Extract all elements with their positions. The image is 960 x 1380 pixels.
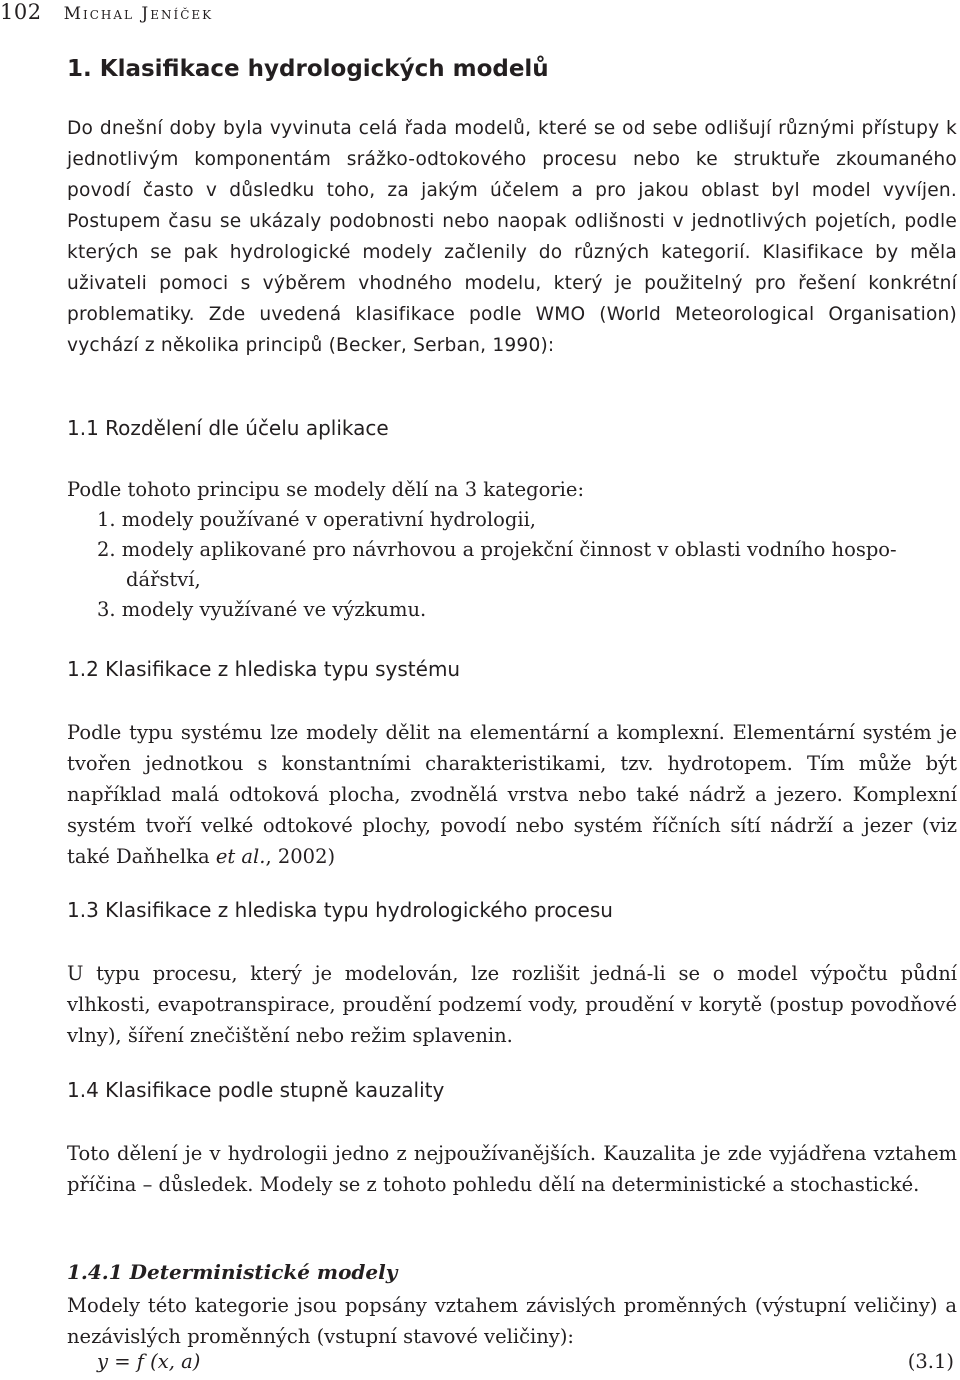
section-1-paragraph: Do dnešní doby byla vyvinuta celá řada modelů, které se od sebe odlišují různými přístupy k jednotlivým komponentám srážko-odtokového procesu nebo ke struktuře zkoumaného povodí často v důsledku toho, za jakým účelem a pro jakou oblast byl model vyvíjen. Postupem času se ukázaly podobnosti nebo naopak odlišnosti v jednotlivých pojetích, podle kterých se pak hydrologické modely začlenily do různých kategorií. Klasifikace by měla uživateli pomoci s výběrem vhodného modelu, který je použitelný pro řešení konkrétní problematiky. Zde uvedená klasifikace podle WMO (World Meteorological Organisation) vychází z několika principů (Becker, Serban, 1990): — [67, 118, 957, 356]
list-item-3: 3. modely využívané ve výzkumu. — [97, 598, 427, 621]
list-item-2-continuation: dářství, — [126, 568, 201, 591]
citation-year: , 2002) — [265, 845, 336, 868]
citation-et-al: et al. — [215, 845, 266, 868]
section-1-4-heading: 1.4 Klasifikace podle stupně kauzality — [67, 1078, 445, 1102]
list-item-2: 2. modely aplikované pro návrhovou a projekční činnost v oblasti vodního hospo- — [97, 538, 897, 561]
section-1-3-paragraph: U typu procesu, který je modelován, lze rozlišit jedná-li se o model výpočtu půdní vlhkosti, evapotranspirace, proudění podzemí vody, proudění v korytě (postup povodňové vlny), šíření znečištění nebo režim splavenin. — [67, 962, 957, 1047]
section-1-heading: 1. Klasifikace hydrologických modelů — [67, 56, 549, 82]
running-head — [0, 0, 213, 24]
section-1-3-heading: 1.3 Klasifikace z hlediska typu hydrologického procesu — [67, 898, 613, 922]
section-1-4-1-paragraph: Modely této kategorie jsou popsány vztahem závislých proměnných (výstupní veličiny) a nezávislých proměnných (vstupní stavové veličiny): — [67, 1294, 957, 1348]
author-name: Michal Jeníček — [63, 4, 214, 24]
list-item-1: 1. modely používané v operativní hydrologii, — [97, 508, 536, 531]
section-1-4-1-heading: 1.4.1 Deterministické modely — [67, 1260, 398, 1284]
equation-number: (3.1) — [907, 1350, 954, 1373]
equation: y = f (x, a) — [97, 1350, 201, 1373]
page-number: 102 — [0, 0, 42, 24]
section-1-1-heading: 1.1 Rozdělení dle účelu aplikace — [67, 416, 389, 440]
section-1-2-paragraph — [67, 717, 957, 872]
section-1-2-heading: 1.2 Klasifikace z hlediska typu systému — [67, 657, 461, 681]
section-1-1-intro: Podle tohoto principu se modely dělí na 3 kategorie: — [67, 478, 585, 501]
section-1-4-paragraph: Toto dělení je v hydrologii jedno z nejpoužívanějších. Kauzalita je zde vyjádřena vztahem příčina – důsledek. Modely se z tohoto pohledu dělí na deterministické a stochastické. — [67, 1142, 957, 1196]
section-1-2-text: Podle typu systému lze modely dělit na elementární a komplexní. Elementární systém je tvořen jednotkou s konstantními charakteristikami, tzv. hydrotopem. Tím může být například malá odtoková plocha, zvodnělá vrstva nebo také nádrž a jezero. Komplexní systém tvoří velké odtokové plochy, povodí nebo systém říčních sítí nádrží a jezer (viz také Daňhelka — [67, 721, 957, 868]
